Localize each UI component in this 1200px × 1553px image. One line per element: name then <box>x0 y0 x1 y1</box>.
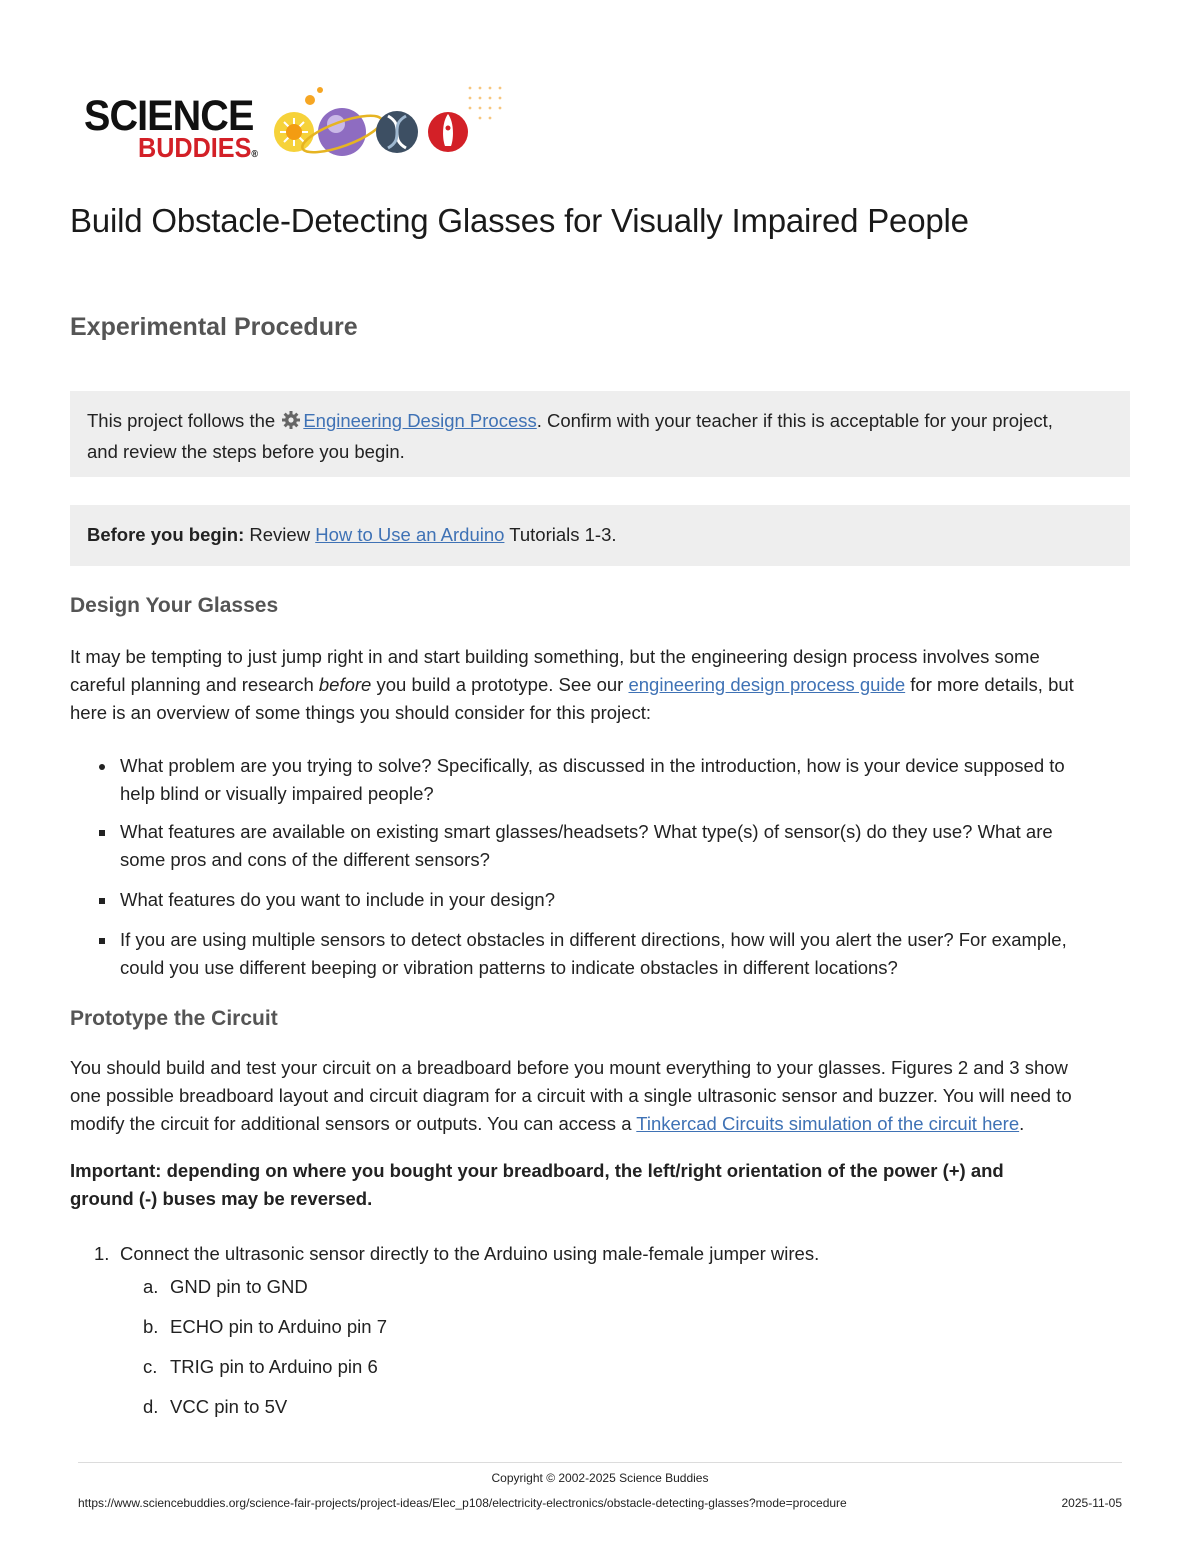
bullet-text: What features do you want to include in your design? <box>120 889 556 910</box>
list-item <box>143 1273 308 1301</box>
science-buddies-logo <box>80 82 500 168</box>
engineering-design-process-link[interactable]: Engineering Design Process <box>303 410 537 431</box>
list-item <box>143 1313 387 1341</box>
callout1-post1: . Confirm with your teacher if this is acceptable for your project, <box>536 410 1053 431</box>
design-p1-line1: It may be tempting to just jump right in and start building something, but the engineering design process involves some <box>70 646 1040 667</box>
list-item <box>94 1240 1120 1268</box>
bullet-text: some pros and cons of the different sensors? <box>120 849 490 870</box>
substep-text: TRIG pin to Arduino pin 6 <box>170 1356 378 1377</box>
bullet-text: help blind or visually impaired people? <box>120 783 434 804</box>
prototype-line3-pre: modify the circuit for additional sensors or outputs. You can access a <box>70 1113 637 1134</box>
important-line1: Important: depending on where you bought your breadboard, the left/right orientation of the power (+) and <box>70 1160 1004 1181</box>
design-p1-line2-mid: you build a prototype. See our <box>371 674 629 695</box>
list-item <box>120 818 1120 874</box>
engineering-process-callout <box>70 391 1130 477</box>
gear-icon <box>280 410 302 438</box>
bullet-text: What problem are you trying to solve? Specifically, as discussed in the introduction, how is your device supposed to <box>120 755 1065 776</box>
page-title: Build Obstacle-Detecting Glasses for Visually Impaired People <box>70 202 969 239</box>
list-item <box>120 752 1120 808</box>
callout2-post: Tutorials 1-3. <box>504 524 617 545</box>
step-number: 1. <box>94 1243 110 1264</box>
logo-buddies-word <box>138 132 258 164</box>
prototype-line2: one possible breadboard layout and circuit diagram for a circuit with a single ultrasonic sensor and buzzer. You will need to <box>70 1085 1072 1106</box>
substep-marker: a. <box>143 1276 159 1297</box>
logo-buddies-text: BUDDIES <box>138 132 252 163</box>
design-p1-line2-pre: careful planning and research <box>70 674 319 695</box>
prototype-line3-post: . <box>1019 1113 1025 1134</box>
logo-dots-pattern <box>469 87 502 120</box>
callout1-post2: and review the steps before you begin. <box>87 441 405 462</box>
logo-science-word: SCIENCE <box>84 92 254 140</box>
step-text: Connect the ultrasonic sensor directly to the Arduino using male-female jumper wires. <box>120 1243 820 1264</box>
bullet-square-icon <box>99 938 105 944</box>
important-line2: ground (-) buses may be reversed. <box>70 1188 373 1209</box>
substep-marker: c. <box>143 1356 158 1377</box>
before-you-begin-callout <box>70 505 1130 566</box>
design-paragraph <box>70 643 1130 727</box>
footer-date: 2025-11-05 <box>1061 1496 1122 1510</box>
bullet-text: If you are using multiple sensors to detect obstacles in different directions, how will you alert the user? For example, <box>120 929 1067 950</box>
prototype-heading: Prototype the Circuit <box>70 1007 278 1030</box>
bullet-square-icon <box>99 898 105 904</box>
bullet-text: What features are available on existing smart glasses/headsets? What type(s) of sensor(s) do they use? What are <box>120 821 1053 842</box>
section-title: Experimental Procedure <box>70 313 358 341</box>
design-p1-line3: here is an overview of some things you should consider for this project: <box>70 702 651 723</box>
substep-text: ECHO pin to Arduino pin 7 <box>170 1316 387 1337</box>
footer-divider <box>78 1462 1122 1463</box>
logo-science-icons <box>260 82 590 172</box>
substep-marker: b. <box>143 1316 159 1337</box>
bullet-square-icon <box>99 830 105 836</box>
before-you-begin-label: Before you begin: <box>87 524 245 545</box>
logo-registered-mark: ® <box>251 149 259 160</box>
bullet-text: could you use different beeping or vibration patterns to indicate obstacles in different locations? <box>120 957 898 978</box>
footer-copyright: Copyright © 2002-2025 Science Buddies <box>491 1471 709 1485</box>
footer-url: https://www.sciencebuddies.org/science-fair-projects/project-ideas/Elec_p108/electricity-electronics/obstacle-detecting-glasses?mode=procedure <box>78 1496 847 1510</box>
prototype-line1: You should build and test your circuit on a breadboard before you mount everything to your glasses. Figures 2 and 3 show <box>70 1057 1068 1078</box>
prototype-paragraph <box>70 1054 1130 1138</box>
list-item <box>120 886 1120 914</box>
substep-marker: d. <box>143 1396 159 1417</box>
design-p1-emphasis: before <box>318 674 372 695</box>
bullet-dot-icon <box>99 764 105 770</box>
arduino-tutorial-link[interactable]: How to Use an Arduino <box>315 524 505 545</box>
logo-planet-icon <box>318 108 366 156</box>
design-process-guide-link[interactable]: engineering design process guide <box>628 674 906 695</box>
design-heading: Design Your Glasses <box>70 594 279 617</box>
important-note <box>70 1157 1130 1213</box>
callout1-pre: This project follows the <box>87 410 281 431</box>
list-item <box>120 926 1120 982</box>
design-p1-line2-post: for more details, but <box>905 674 1074 695</box>
substep-text: GND pin to GND <box>170 1276 308 1297</box>
callout2-pre: Review <box>244 524 316 545</box>
list-item <box>143 1393 288 1421</box>
tinkercad-simulation-link[interactable]: Tinkercad Circuits simulation of the circuit here <box>636 1113 1020 1134</box>
substep-text: VCC pin to 5V <box>170 1396 288 1417</box>
list-item <box>143 1353 378 1381</box>
